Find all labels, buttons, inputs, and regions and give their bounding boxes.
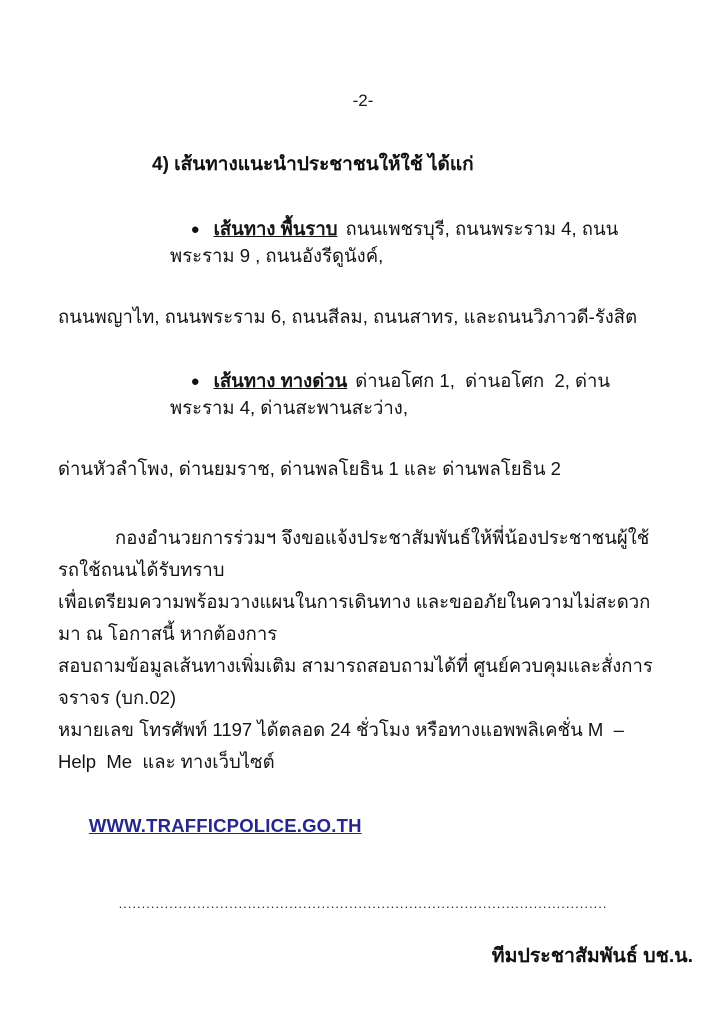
- signature: ทีมประชาสัมพันธ์ บช.น.: [491, 945, 693, 967]
- route-label-expressway: เส้นทาง ทางด่วน: [213, 370, 348, 391]
- bullet-icon: ●: [190, 373, 200, 390]
- bullet-surface-routes: [58, 190, 668, 295]
- bullet-expressway-routes: [58, 342, 668, 447]
- paragraph-line-2: เพื่อเตรียมความพร้อมวางแผนในการเดินทาง และขออภัยในความไม่สะดวกมา ณ โอกาสนี้ หากต้องการ: [58, 591, 651, 644]
- route-list-expressway-line1: ด่านอโศก 1, ด่านอโศก 2, ด่านพระราม 4, ด่านสะพานสะว่าง,: [170, 370, 611, 418]
- section-heading: 4) เส้นทางแนะนำประชาชนให้ใช้ ได้แก่: [152, 154, 474, 175]
- page-number: -2-: [352, 91, 374, 110]
- route-label-surface: เส้นทาง พื้นราบ: [213, 218, 338, 239]
- paragraph-line-1: กองอำนวยการร่วมฯ จึงขอแจ้งประชาสัมพันธ์ให้พี่น้องประชาชนผู้ใช้รถใช้ถนนได้รับทราบ: [58, 527, 650, 580]
- route-list-expressway-line2: ด่านหัวลำโพง, ด่านยมราช, ด่านพลโยธิน 1 และ ด่านพลโยธิน 2: [58, 458, 561, 479]
- route-list-surface-line2: ถนนพญาไท, ถนนพระราม 6, ถนนสีลม, ถนนสาทร, และถนนวิภาวดี-รังสิต: [58, 306, 638, 327]
- paragraph-line-3: สอบถามข้อมูลเส้นทางเพิ่มเติม สามารถสอบถามได้ที่ ศูนย์ควบคุมและสั่งการจราจร (บก.02): [58, 655, 653, 708]
- paragraph-line-4: หมายเลข โทรศัพท์ 1197 ได้ตลอด 24 ชั่วโมง หรือทางแอพพลิเคชั่น M – Help Me และ ทางเว็บไซต์: [58, 719, 635, 772]
- closing-paragraph: [58, 522, 668, 874]
- traffic-police-website-link[interactable]: WWW.TRAFFICPOLICE.GO.TH: [88, 815, 362, 836]
- bullet-icon: ●: [190, 221, 200, 238]
- route-list-surface-line1: ถนนเพชรบุรี, ถนนพระราม 4, ถนนพระราม 9 , ถนนอังรีดูนังค์,: [170, 218, 619, 266]
- dotted-divider: ..........................................................................................................: [118, 896, 608, 911]
